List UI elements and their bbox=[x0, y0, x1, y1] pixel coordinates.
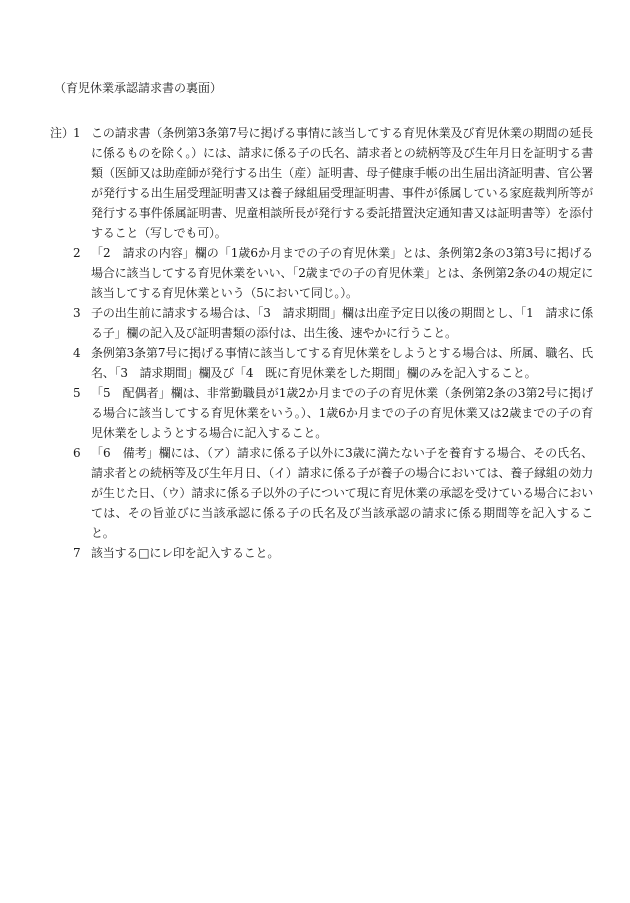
note-number: 5 bbox=[73, 386, 81, 400]
page-heading: （育児休業承認請求書の裏面） bbox=[54, 81, 223, 95]
note-item-5 bbox=[73, 383, 593, 443]
note-number: 3 bbox=[73, 306, 81, 320]
note-item-7 bbox=[73, 543, 593, 563]
note-text: 「5 配偶者」欄は、非常勤職員が1歳2か月までの子の育児休業（条例第2条の3第2号に掲げる場合に該当してする育児休業をいう。）、1歳6か月までの子の育児休業又は2歳までの子の育児休業をしようとする場合に記入すること。 bbox=[91, 386, 593, 440]
note-number: 2 bbox=[73, 246, 81, 260]
note-text: 「2 請求の内容」欄の「1歳6か月までの子の育児休業」とは、条例第2条の3第3号に掲げる場合に該当してする育児休業をいい、「2歳までの子の育児休業」とは、条例第2条の4の規定に該当してする育児休業という（5において同じ。）。 bbox=[91, 246, 593, 300]
note-text: 子の出生前に請求する場合は、「3 請求期間」欄は出産予定日以後の期間とし、「1 請求に係る子」欄の記入及び証明書類の添付は、出生後、速やかに行うこと。 bbox=[91, 306, 593, 340]
note-item-2 bbox=[73, 243, 593, 303]
note-text: 「6 備考」欄には、（ア）請求に係る子以外に3歳に満たない子を養育する場合、その氏名、請求者との続柄等及び生年月日、（イ）請求に係る子が養子の場合においては、養子縁組の効力が生じた日、（ウ）請求に係る子以外の子について現に育児休業の承認を受けている場合においては、その旨並びに当該承認に係る子の氏名及び当該承認の請求に係る期間等を記入すること。 bbox=[91, 446, 593, 540]
note-item-6 bbox=[73, 443, 593, 543]
notes-list bbox=[73, 123, 593, 563]
note-item-4 bbox=[73, 343, 593, 383]
note-item-1 bbox=[73, 123, 593, 243]
note-text: この請求書（条例第3条第7号に掲げる事情に該当してする育児休業及び育児休業の期間の延長に係るものを除く。）には、請求に係る子の氏名、請求者との続柄等及び生年月日を証明する書類（医師又は助産師が発行する出生（産）証明書、母子健康手帳の出生届出済証明書、官公署が発行する出生届受理証明書又は養子縁組届受理証明書、事件が係属している家庭裁判所等が発行する事件係属証明書、児童相談所長が発行する委託措置決定通知書又は証明書等）を添付すること（写しでも可）。 bbox=[91, 126, 593, 240]
note-number: 6 bbox=[73, 446, 81, 460]
note-text: 条例第3条第7号に掲げる事情に該当してする育児休業をしようとする場合は、所属、職名、氏名、「3 請求期間」欄及び「4 既に育児休業をした期間」欄のみを記入すること。 bbox=[91, 346, 593, 380]
note-number: 7 bbox=[73, 546, 81, 560]
note-number: 4 bbox=[73, 346, 81, 360]
notes-label: 注） bbox=[50, 126, 75, 140]
note-item-3 bbox=[73, 303, 593, 343]
note-number: 1 bbox=[73, 126, 81, 140]
note-text: 該当する□にレ印を記入すること。 bbox=[91, 546, 280, 560]
